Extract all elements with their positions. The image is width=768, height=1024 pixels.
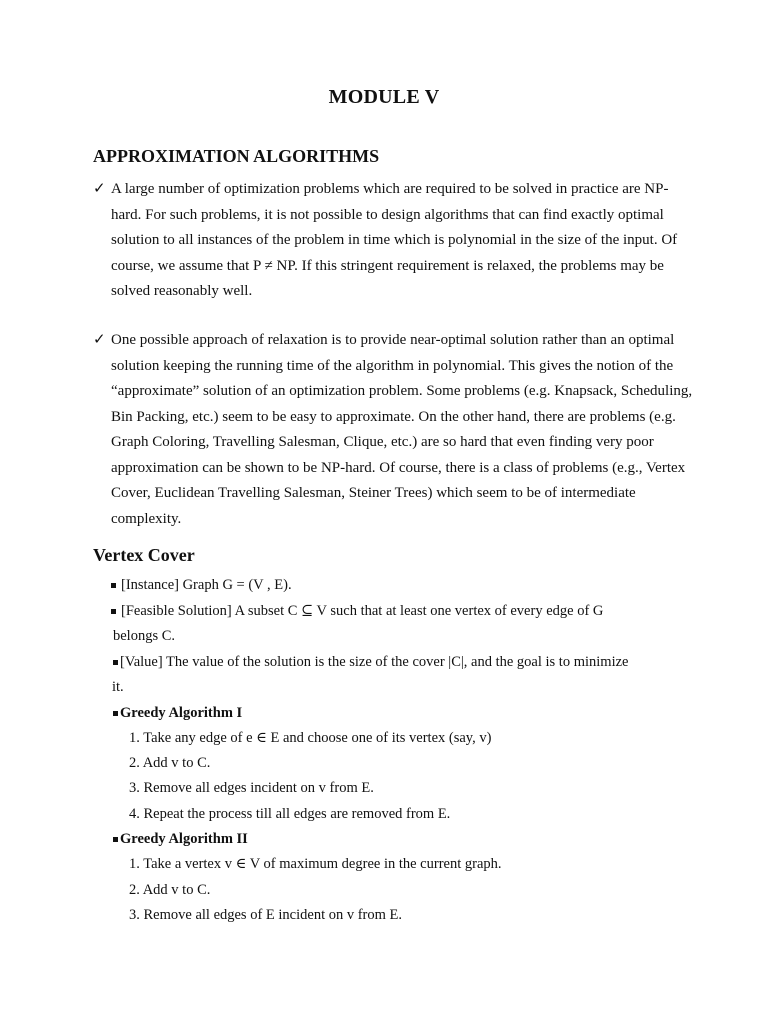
checkmark-icon: ✓	[93, 181, 106, 197]
square-bullet-icon	[111, 609, 116, 614]
intro-paragraph-1-text: A large number of optimization problems which are required to be solved in practice are NP-hard. For such problems, it is not possible to design algorithms that can find exactly optimal solution to all instances of the problem in time which is polynomial in the size of the input. Of course, we assume that P ≠ NP. If this stringent requirement is relaxed, the problems may be solved reasonably well.	[111, 181, 678, 299]
value-text-line2: it.	[112, 679, 124, 695]
intro-paragraph-1	[93, 177, 693, 305]
step-item: 1. Take any edge of e ∈ E and choose one of its vertex (say, v)	[129, 730, 492, 746]
checkmark-icon: ✓	[93, 332, 106, 348]
square-bullet-icon	[111, 583, 116, 588]
feasible-text-line2: belongs C.	[113, 628, 176, 644]
list-item-feasible	[93, 599, 693, 650]
step-item: 2. Add v to C.	[129, 881, 211, 898]
step-item: 3. Remove all edges incident on v from E.	[129, 780, 374, 797]
greedy-1-title: Greedy Algorithm I	[120, 704, 243, 721]
square-bullet-icon	[113, 711, 118, 716]
step-item: 1. Take a vertex v ∈ V of maximum degree in the current graph.	[129, 856, 502, 873]
section-title: APPROXIMATION ALGORITHMS	[93, 146, 380, 166]
greedy-1-steps	[93, 726, 693, 827]
greedy-2-steps	[93, 852, 693, 928]
step-item: 3. Remove all edges of E incident on v from E.	[129, 906, 403, 923]
vertex-cover-list	[93, 573, 693, 928]
list-item-instance	[93, 573, 693, 599]
list-item-value	[93, 650, 693, 701]
intro-paragraph-2-text: One possible approach of relaxation is to provide near-optimal solution rather than an optimal solution keeping the running time of the algorithm in polynomial. This gives the notion of the “approximate” solution of an optimization problem. Some problems (e.g. Knapsack, Scheduling, Bin Packing, etc.) seem to be easy to approximate. On the other hand, there are problems (e.g. Graph Coloring, Travelling Salesman, Clique, etc.) are so hard that even finding very poor approximation can be shown to be NP-hard. Of course, there is a class of problems (e.g., Vertex Cover, Euclidean Travelling Salesman, Steiner Trees) which seem to be of intermediate complexity.	[111, 332, 693, 527]
module-title: MODULE V	[328, 86, 440, 108]
list-item-greedy-1	[93, 701, 693, 727]
intro-paragraph-2	[93, 328, 693, 532]
instance-text: [Instance] Graph G = (V , E).	[121, 577, 292, 593]
greedy-2-title: Greedy Algorithm II	[120, 830, 248, 847]
value-text-line1: [Value] The value of the solution is the size of the cover |C|, and the goal is to minimize	[120, 653, 629, 670]
square-bullet-icon	[113, 660, 118, 665]
step-item: 4. Repeat the process till all edges are removed from E.	[129, 805, 451, 822]
vertex-cover-title: Vertex Cover	[93, 545, 195, 565]
list-item-greedy-2	[93, 827, 693, 853]
feasible-text-line1: [Feasible Solution] A subset C ⊆ V such that at least one vertex of every edge of G	[121, 602, 604, 619]
step-item: 2. Add v to C.	[129, 755, 211, 772]
square-bullet-icon	[113, 837, 118, 842]
